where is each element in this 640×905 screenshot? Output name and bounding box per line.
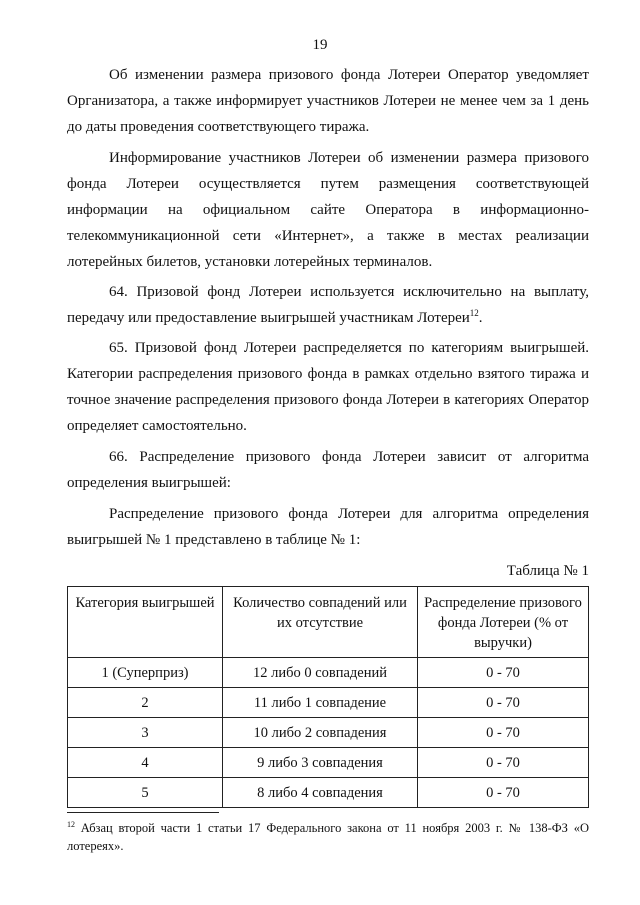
- table-cell: 5: [68, 778, 223, 808]
- table-cell: 0 - 70: [418, 718, 589, 748]
- paragraph: Распределение призового фонда Лотереи для алгоритма определения выигрышей № 1 представлено в таблице № 1:: [67, 506, 589, 548]
- paragraph: 66. Распределение призового фонда Лотереи зависит от алгоритма определения выигрышей:: [67, 449, 589, 491]
- table-cell: 0 - 70: [418, 778, 589, 808]
- table-cell: 2: [68, 688, 223, 718]
- table-cell: 10 либо 2 совпадения: [223, 718, 418, 748]
- table-cell: 11 либо 1 совпадение: [223, 688, 418, 718]
- footnote: [67, 816, 589, 855]
- paragraph-text: 64. Призовой фонд Лотереи используется исключительно на выплату, передачу или предоставление выигрышей участникам Лотереи: [67, 284, 589, 326]
- paragraph-end: .: [478, 310, 483, 326]
- paragraph-64: [67, 279, 589, 331]
- page-number: 19: [312, 37, 328, 53]
- table-cell: 0 - 70: [418, 748, 589, 778]
- footnote-reference[interactable]: 12: [469, 308, 479, 318]
- footnote-divider: [67, 812, 219, 813]
- table-header-row: [68, 587, 589, 658]
- footnote-text: Абзац второй части 1 статьи 17 Федерального закона от 11 ноября 2003 г. № 138-ФЗ «О лотереях».: [67, 821, 590, 854]
- table-row: [68, 688, 589, 718]
- table-cell: 4: [68, 748, 223, 778]
- column-header: Количество совпадений или их отсутствие: [223, 587, 418, 658]
- table-caption: Таблица № 1: [506, 563, 589, 579]
- table-row: [68, 658, 589, 688]
- table-cell: 1 (Суперприз): [68, 658, 223, 688]
- paragraph: Информирование участников Лотереи об изменении размера призового фонда Лотереи осуществляется путем размещения соответствующей информации на официальном сайте Оператора в информационно-телекоммуникационной сети «Интернет», а также в местах реализации лотерейных билетов, установки лотерейных терминалов.: [67, 150, 589, 270]
- table-cell: 0 - 70: [418, 658, 589, 688]
- footnote-marker: 12: [67, 820, 75, 829]
- table-row: [68, 748, 589, 778]
- table-cell: 0 - 70: [418, 688, 589, 718]
- column-header: Категория выигрышей: [68, 587, 223, 658]
- table-row: [68, 718, 589, 748]
- paragraph: 65. Призовой фонд Лотереи распределяется по категориям выигрышей. Категории распределения призового фонда в рамках отдельно взятого тиража и точное значение распределения призового фонда Лотереи в категориях Оператор определяет самостоятельно.: [67, 340, 589, 434]
- table-cell: 8 либо 4 совпадения: [223, 778, 418, 808]
- paragraph: Об изменении размера призового фонда Лотереи Оператор уведомляет Организатора, а также информирует участников Лотереи не менее чем за 1 день до даты проведения соответствующего тиража.: [67, 67, 589, 135]
- table-row: [68, 778, 589, 808]
- document-body: [67, 62, 589, 808]
- table-cell: 9 либо 3 совпадения: [223, 748, 418, 778]
- prize-distribution-table: [67, 586, 589, 808]
- table-cell: 3: [68, 718, 223, 748]
- column-header: Распределение призового фонда Лотереи (% от выручки): [418, 587, 589, 658]
- table-cell: 12 либо 0 совпадений: [223, 658, 418, 688]
